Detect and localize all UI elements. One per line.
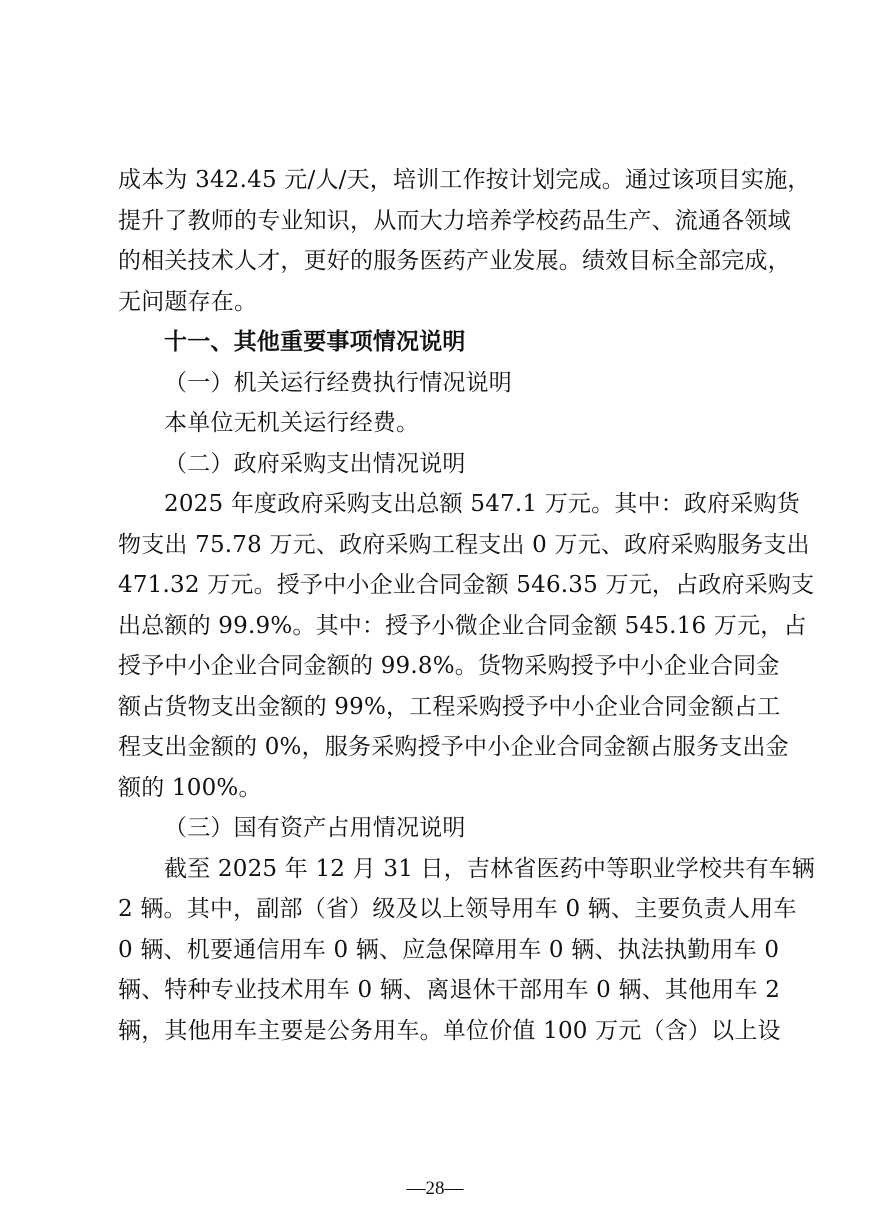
body-text-line: 额占货物支出金额的 99%，工程采购授予中小企业合同金额占工: [118, 694, 781, 720]
body-text-line: 2025 年度政府采购支出总额 547.1 万元。其中：政府采购货: [164, 491, 800, 517]
body-text-line: 辆，其他用车主要是公务用车。单位价值 100 万元（含）以上设: [118, 1018, 781, 1044]
body-text-line: 2 辆。其中，副部（省）级及以上领导用车 0 辆、主要负责人用车: [118, 896, 797, 922]
page-number: —28—: [406, 1178, 464, 1199]
subsection-heading: （三）国有资产占用情况说明: [164, 815, 466, 841]
body-text-line: 授予中小企业合同金额的 99.8%。货物采购授予中小企业合同金: [118, 653, 780, 679]
body-text-line: 0 辆、机要通信用车 0 辆、应急保障用车 0 辆、执法执勤用车 0: [118, 937, 780, 963]
body-text-line: 的相关技术人才，更好的服务医药产业发展。绩效目标全部完成，: [118, 248, 791, 274]
body-text-line: 物支出 75.78 万元、政府采购工程支出 0 万元、政府采购服务支出: [118, 532, 810, 558]
body-text-line: 无问题存在。: [118, 289, 258, 315]
subsection-heading: （二）政府采购支出情况说明: [164, 451, 466, 477]
body-text-line: 辆、特种专业技术用车 0 辆、离退休干部用车 0 辆、其他用车 2: [118, 977, 781, 1003]
body-text-line: 本单位无机关运行经费。: [164, 410, 420, 436]
section-heading: 十一、其他重要事项情况说明: [164, 329, 466, 355]
body-text-line: 程支出金额的 0%，服务采购授予中小企业合同金额占服务支出金: [118, 734, 789, 760]
subsection-heading: （一）机关运行经费执行情况说明: [164, 370, 512, 396]
body-text-line: 提升了教师的专业知识，从而大力培养学校药品生产、流通各领域: [118, 208, 791, 234]
body-text-line: 额的 100%。: [118, 775, 262, 801]
body-text-line: 截至 2025 年 12 月 31 日，吉林省医药中等职业学校共有车辆: [164, 856, 815, 882]
body-text-line: 出总额的 99.9%。其中：授予小微企业合同金额 545.16 万元，占: [118, 613, 807, 639]
body-text-line: 471.32 万元。授予中小企业合同金额 546.35 万元，占政府采购支: [118, 572, 815, 598]
body-text-line: 成本为 342.45 元/人/天，培训工作按计划完成。通过该项目实施，: [118, 167, 811, 193]
